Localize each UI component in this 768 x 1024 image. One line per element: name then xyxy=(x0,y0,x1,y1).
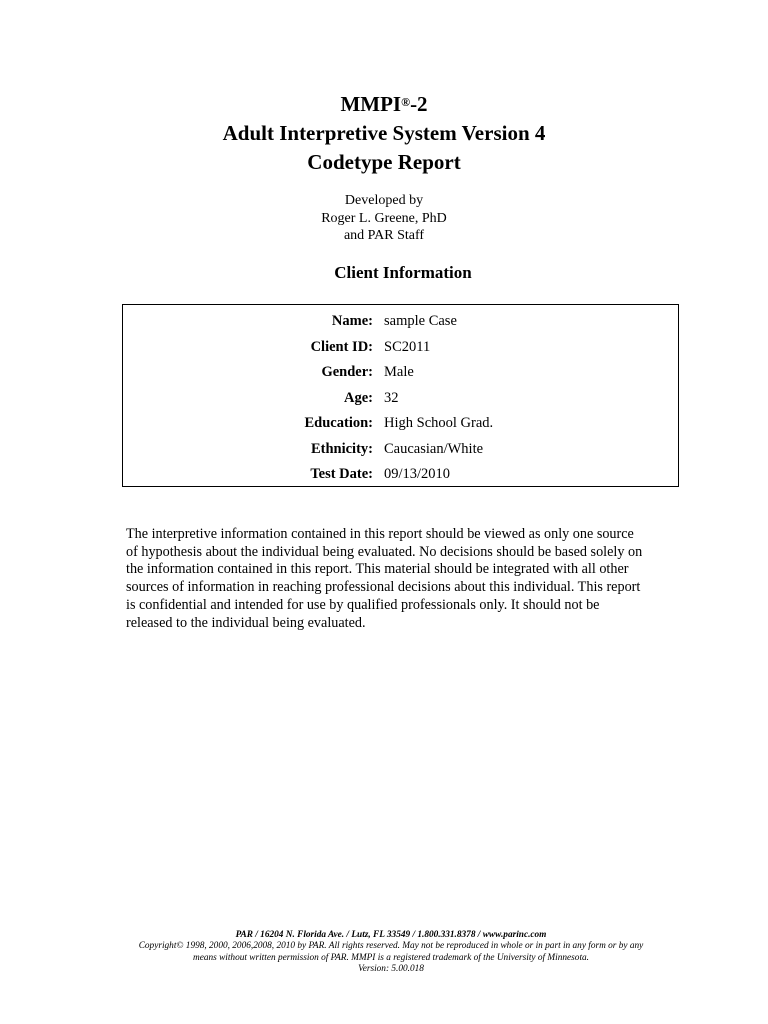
title-line-3: Codetype Report xyxy=(307,150,461,174)
client-label: Name: xyxy=(331,313,373,329)
version-label: Version: 5.00.018 xyxy=(358,963,424,974)
client-row-age xyxy=(123,388,680,408)
disclaimer-line: of hypothesis about the individual being evaluated. No decisions should be based solely on xyxy=(126,543,643,560)
publisher-contact: PAR / 16204 N. Florida Ave. / Lutz, FL 33549 / 1.800.331.8378 / www.parinc.com xyxy=(235,930,547,940)
developer-line-3: and PAR Staff xyxy=(343,228,425,243)
client-value: SC2011 xyxy=(384,338,431,355)
disclaimer-line: The interpretive information contained in this report should be viewed as only one source xyxy=(126,526,634,542)
client-row-name xyxy=(123,311,680,331)
title-line-1 xyxy=(0,90,768,119)
client-label: Gender: xyxy=(321,364,373,380)
title-prefix: MMPI xyxy=(340,92,402,116)
client-label: Test Date: xyxy=(310,466,373,482)
disclaimer-line: sources of information in reaching professional decisions about this individual. This report xyxy=(126,579,641,596)
copyright-line: Copyright© 1998, 2000, 2006,2008, 2010 by PAR. All rights reserved. May not be reproduced in whole or in part in any form or by any xyxy=(138,941,644,952)
client-label: Age: xyxy=(344,389,373,406)
disclaimer-line: the information contained in this report. This material should be integrated with all other xyxy=(126,561,629,578)
developer-line-1: Developed by xyxy=(344,193,424,208)
client-row-test-date xyxy=(123,464,680,484)
developer-line-2: Roger L. Greene, PhD xyxy=(321,210,447,226)
client-value: Male xyxy=(384,364,414,380)
client-label: Client ID: xyxy=(310,338,373,355)
client-row-ethnicity xyxy=(123,439,680,459)
client-information-heading: Client Information xyxy=(334,263,472,282)
client-value: 32 xyxy=(384,389,399,406)
client-row-client-id xyxy=(123,337,680,357)
title-line-2: Adult Interpretive System Version 4 xyxy=(222,121,546,145)
disclaimer-paragraph xyxy=(126,526,686,632)
client-value: Caucasian/White xyxy=(384,440,484,457)
client-information-box xyxy=(122,304,679,487)
developer-credits xyxy=(0,192,768,245)
client-row-gender xyxy=(123,362,680,382)
client-value: sample Case xyxy=(384,313,457,329)
client-label: Education: xyxy=(304,415,373,431)
client-value: High School Grad. xyxy=(384,415,494,431)
disclaimer-line: is confidential and intended for use by qualified professionals only. It should not be xyxy=(126,596,600,613)
client-label: Ethnicity: xyxy=(310,440,373,457)
copyright-line: means without written permission of PAR. MMPI is a registered trademark of the University of Minnesota. xyxy=(192,952,590,963)
disclaimer-line: released to the individual being evaluated. xyxy=(126,614,366,631)
registered-mark: ® xyxy=(401,95,411,109)
client-value: 09/13/2010 xyxy=(384,466,451,482)
client-row-education xyxy=(123,413,680,433)
title-suffix: -2 xyxy=(410,92,428,116)
report-title xyxy=(0,90,768,177)
page-footer xyxy=(0,930,768,975)
